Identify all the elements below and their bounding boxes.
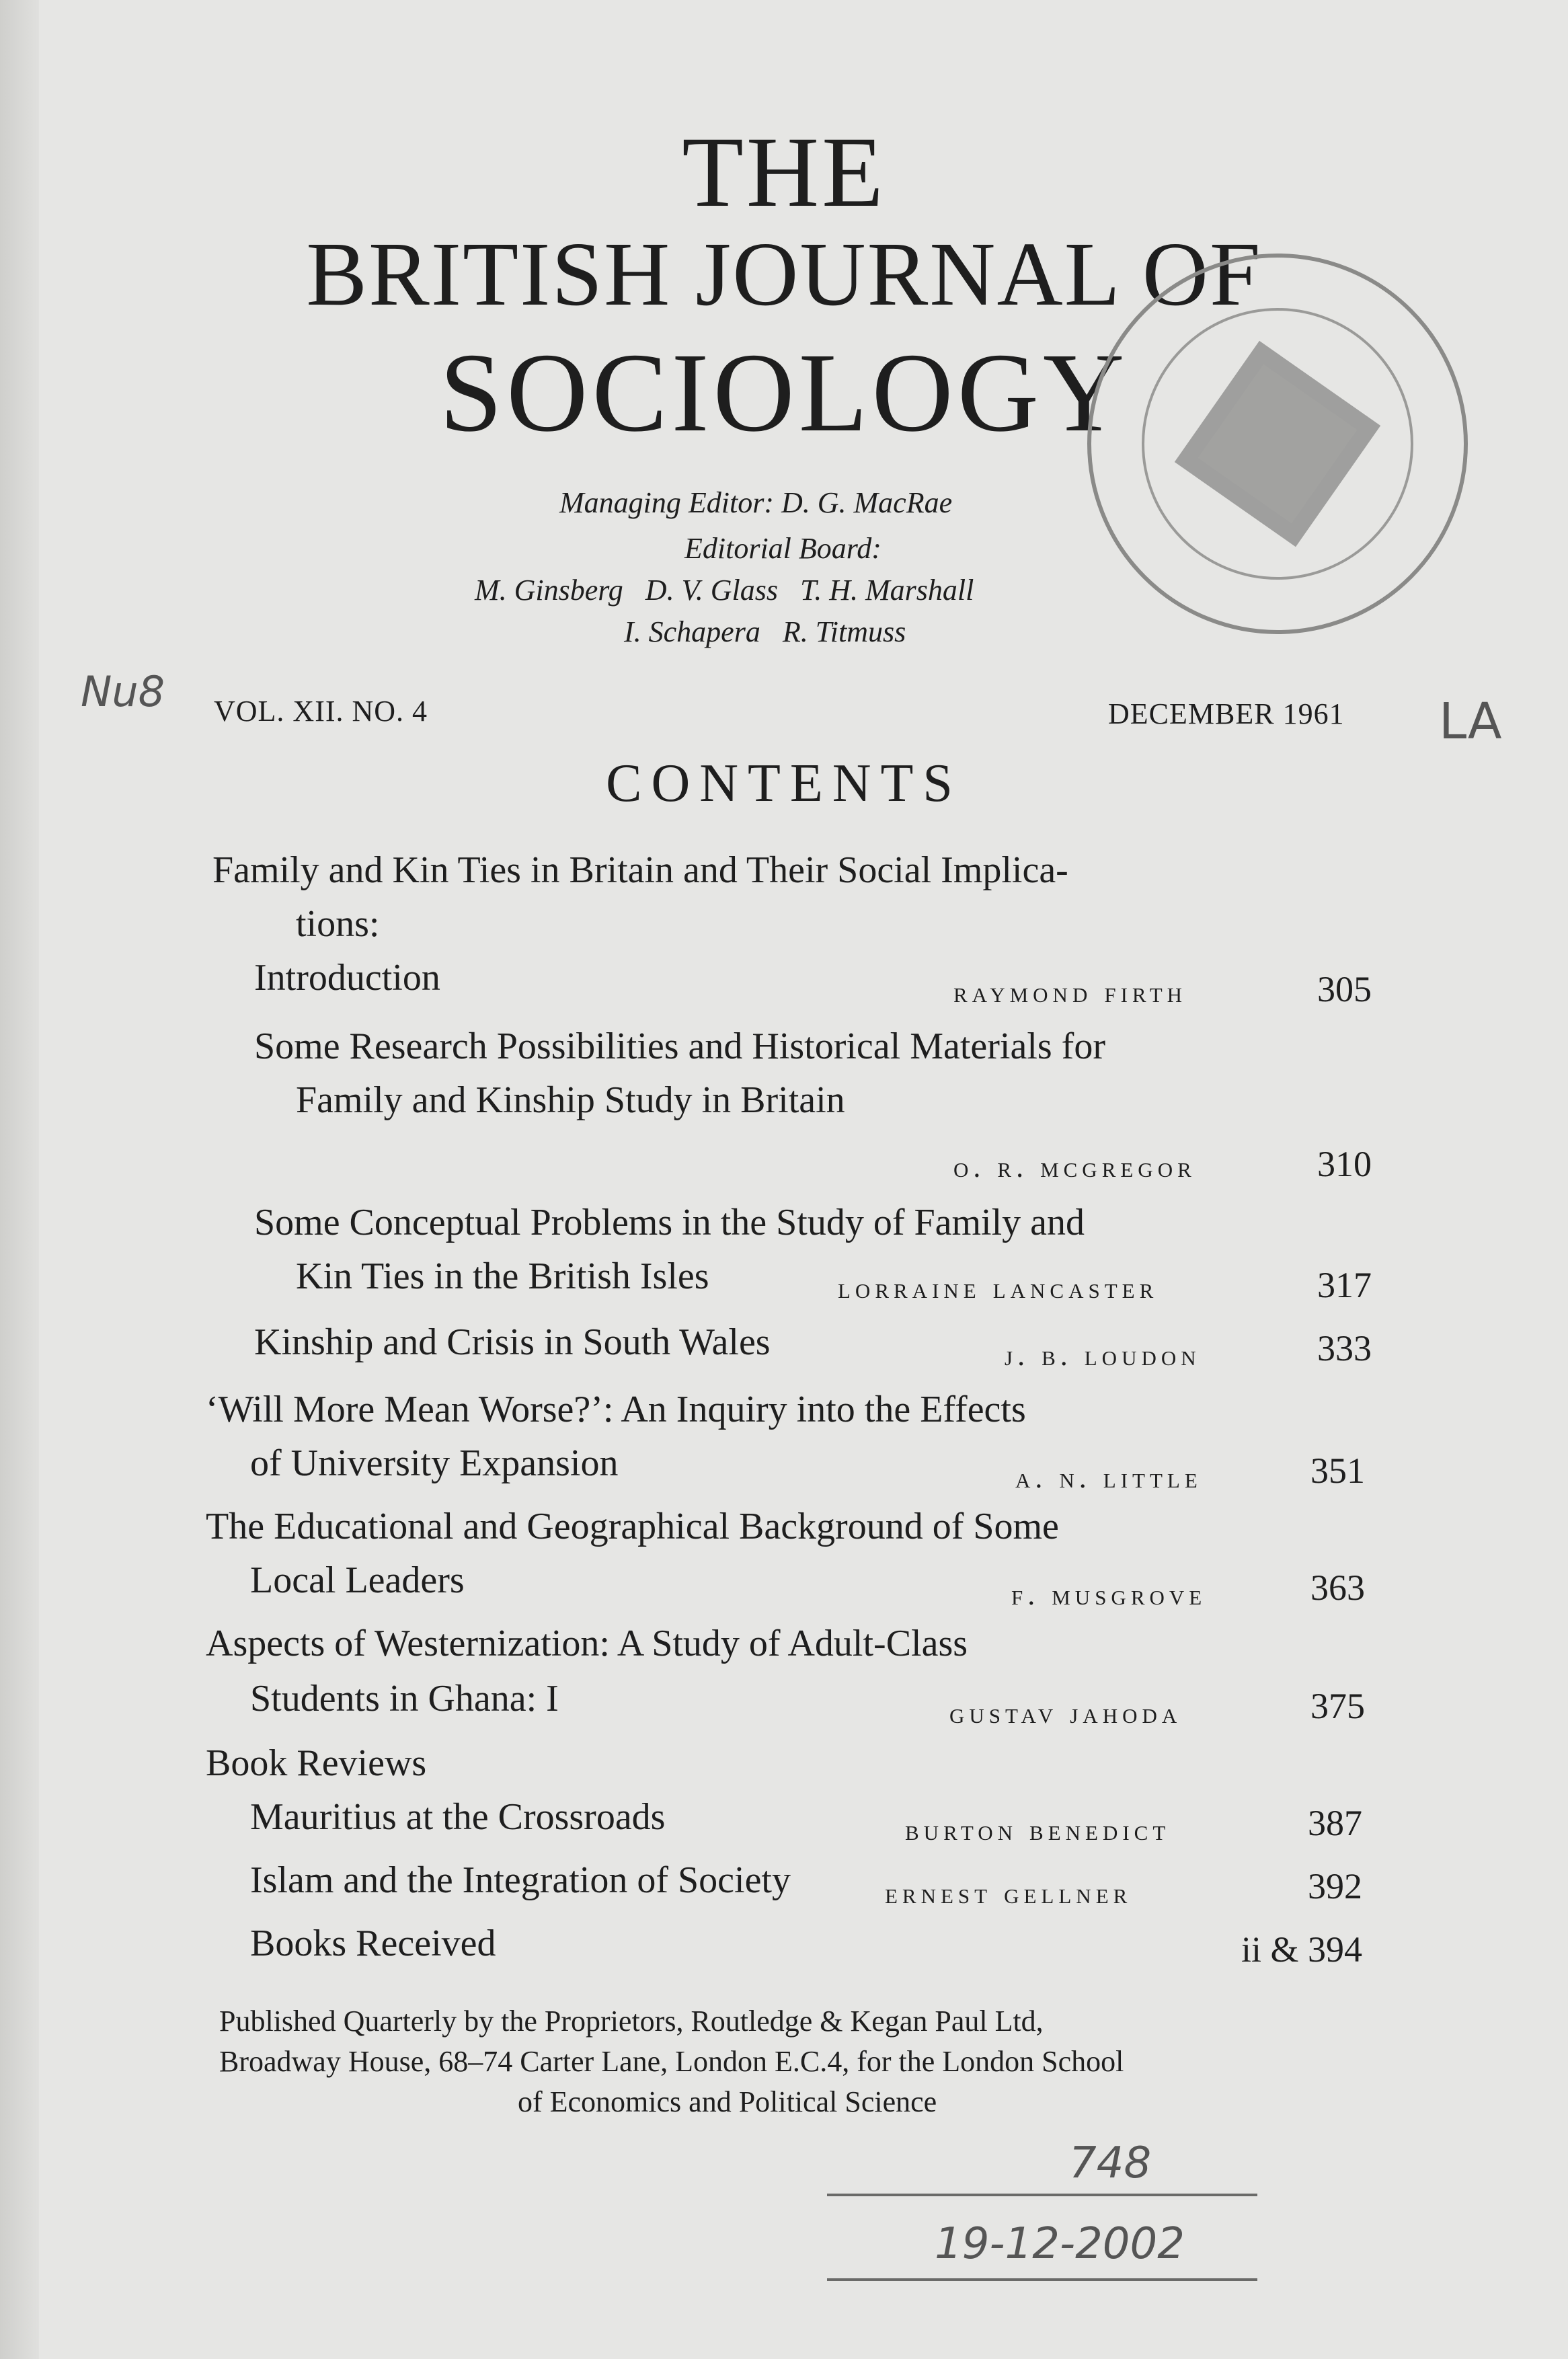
editorial-board-line2: I. Schapera R. Titmuss [624,615,906,648]
toc-entry-title-line2: Family and Kinship Study in Britain [296,1079,845,1121]
toc-review-author: ernest gellner [885,1877,1132,1910]
editorial-board-label: Editorial Board: [684,532,881,565]
toc-review-title: Books Received [250,1923,496,1964]
toc-entry-page: 333 [1317,1328,1372,1368]
editorial-board-line1: M. Ginsberg D. V. Glass T. H. Marshall [475,574,974,607]
toc-review-page: 392 [1308,1866,1362,1906]
toc-entry-page: 375 [1310,1686,1365,1726]
toc-entry-title: Introduction [254,957,440,999]
title-the: THE [682,116,886,228]
toc-entry-title-line1: ‘Will More Mean Worse?’: An Inquiry into the Effects [206,1389,1026,1430]
toc-entry-author: o. r. mcgregor [953,1151,1196,1184]
contents-heading: CONTENTS [606,754,962,813]
handwritten-date: 19-12-2002 [935,2219,1185,2269]
toc-entry-author: raymond firth [953,976,1187,1009]
toc-entry-author: a. n. little [1015,1461,1202,1494]
toc-entry-author: j. b. loudon [1005,1339,1201,1372]
toc-entry-page: 310 [1317,1144,1372,1184]
publisher-line2: Broadway House, 68–74 Carter Lane, London E.C.4, for the London School [219,2045,1124,2078]
toc-entry-title-line1: Aspects of Westernization: A Study of Adult-Class [206,1623,968,1664]
toc-entry-page: 351 [1310,1451,1365,1491]
toc-entry-title-line2: Students in Ghana: I [250,1678,559,1719]
handwritten-number: 748 [1069,2138,1152,2188]
toc-entry-author: f. musgrove [1011,1578,1207,1611]
toc-entry-title: Kinship and Crisis in South Wales [254,1321,771,1363]
toc-review-page: 387 [1308,1803,1362,1843]
toc-entry-author: gustav jahoda [949,1697,1182,1730]
register-line [827,2194,1257,2196]
toc-entry-title-line2: Kin Ties in the British Isles [296,1255,709,1297]
handwritten-right-margin: LA [1439,693,1502,750]
title-british-journal-of: BRITISH JOURNAL OF [306,224,1262,325]
toc-review-author: burton benedict [905,1814,1171,1847]
toc-review-title: Mauritius at the Crossroads [250,1796,666,1838]
toc-entry-title-line1: The Educational and Geographical Background of Some [206,1506,1059,1547]
toc-entry-page: 317 [1317,1265,1372,1305]
library-stamp [1076,242,1479,646]
toc-section-title-line1: Family and Kin Ties in Britain and Their Social Implica- [212,849,1068,891]
register-line [827,2278,1257,2281]
toc-section-heading: Book Reviews [206,1742,427,1784]
toc-entry-author: lorraine lancaster [838,1272,1159,1305]
toc-review-page: ii & 394 [1241,1929,1362,1970]
toc-section-title-line2: tions: [296,903,380,945]
publisher-line1: Published Quarterly by the Proprietors, Routledge & Kegan Paul Ltd, [219,2005,1044,2038]
managing-editor: Managing Editor: D. G. MacRae [559,486,953,519]
toc-entry-title-line1: Some Conceptual Problems in the Study of Family and [254,1202,1085,1243]
toc-entry-title-line2: Local Leaders [250,1559,465,1601]
toc-entry-page: 305 [1317,969,1372,1009]
issue-date: DECEMBER 1961 [1108,697,1345,730]
handwritten-left-margin: Nu8 [81,667,165,716]
toc-review-title: Islam and the Integration of Society [250,1859,791,1901]
toc-entry-title-line2: of University Expansion [250,1442,619,1484]
publisher-line3: of Economics and Political Science [518,2085,937,2118]
volume-number: VOL. XII. NO. 4 [214,695,428,728]
title-sociology: SOCIOLOGY [439,330,1129,455]
toc-entry-page: 363 [1310,1568,1365,1608]
toc-entry-title-line1: Some Research Possibilities and Historical Materials for [254,1026,1105,1067]
